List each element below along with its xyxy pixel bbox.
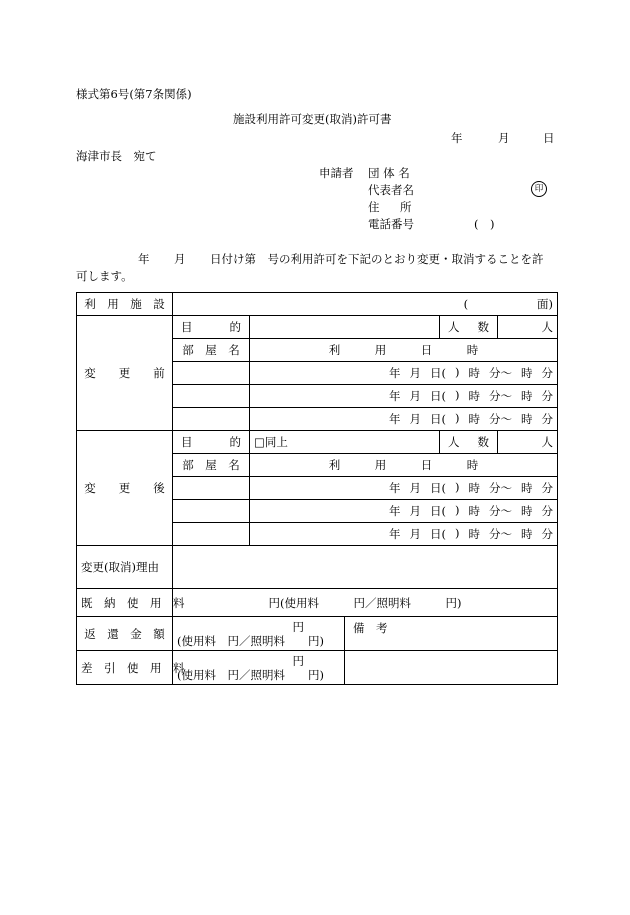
before-purpose-label: 目 的: [173, 316, 250, 339]
remarks-label: 備 考: [353, 621, 388, 635]
group-name-label: 団 体 名: [368, 166, 410, 180]
before-datetime-field[interactable]: 年 月 日( ) 時 分〜 時 分: [250, 408, 558, 431]
after-room-field[interactable]: [173, 500, 250, 523]
after-usage-datetime-label: 利 用 日 時: [250, 454, 558, 477]
form-number: 様式第6号(第7条関係): [76, 87, 192, 101]
before-datetime-field[interactable]: 年 月 日( ) 時 分〜 時 分: [250, 385, 558, 408]
permit-form-table: [76, 292, 558, 685]
applicant-label: 申請者: [319, 166, 354, 180]
seal-icon: 印: [531, 181, 547, 197]
after-people-field[interactable]: 人: [498, 431, 558, 454]
date-month-label: 月: [498, 131, 510, 145]
body-line1-rest: 日付け第 号の利用許可を下記のとおり変更・取消することを許: [210, 252, 544, 266]
representative-label: 代表者名: [368, 183, 414, 197]
balance-label: 差 引 使 用 料: [77, 651, 173, 685]
facility-row: [77, 293, 558, 316]
refund-detail: (使用料 円／照明料 円): [177, 633, 324, 648]
remarks-field[interactable]: [345, 617, 558, 651]
balance-yen: 円: [292, 653, 304, 668]
facility-label: 利 用 施 設: [77, 293, 173, 316]
body-year: 年: [138, 252, 150, 266]
before-usage-datetime-label: 利 用 日 時: [250, 339, 558, 362]
refund-label: 返 還 金 額: [77, 617, 173, 651]
reason-label: 変更(取消)理由: [77, 546, 173, 589]
after-room-label: 部 屋 名: [173, 454, 250, 477]
after-purpose-label: 目 的: [173, 431, 250, 454]
remarks-field-continued[interactable]: [345, 651, 558, 685]
phone-label: 電話番号: [368, 217, 414, 231]
after-room-field[interactable]: [173, 523, 250, 546]
body-month: 月: [174, 252, 186, 266]
address-label-2: 所: [400, 200, 412, 214]
after-change-label: 変 更 後: [77, 431, 173, 546]
after-datetime-field[interactable]: 年 月 日( ) 時 分〜 時 分: [250, 523, 558, 546]
before-room-field[interactable]: [173, 385, 250, 408]
before-datetime-field[interactable]: 年 月 日( ) 時 分〜 時 分: [250, 362, 558, 385]
after-datetime-field[interactable]: 年 月 日( ) 時 分〜 時 分: [250, 477, 558, 500]
facility-area[interactable]: ( 面): [173, 293, 558, 316]
reason-field[interactable]: [173, 546, 558, 589]
balance-field[interactable]: [173, 651, 345, 685]
before-people-field[interactable]: 人: [498, 316, 558, 339]
before-room-field[interactable]: [173, 362, 250, 385]
before-change-label: 変 更 前: [77, 316, 173, 431]
refund-field[interactable]: [173, 617, 345, 651]
date-year-label: 年: [451, 131, 463, 145]
paid-fee-field[interactable]: 円(使用料 円／照明料 円): [173, 589, 558, 617]
before-room-label: 部 屋 名: [173, 339, 250, 362]
before-room-field[interactable]: [173, 408, 250, 431]
phone-paren: ( ): [474, 217, 495, 231]
after-people-label: 人 数: [440, 431, 498, 454]
refund-yen: 円: [292, 619, 304, 634]
page-title: 施設利用許可変更(取消)許可書: [233, 112, 392, 126]
after-datetime-field[interactable]: 年 月 日( ) 時 分〜 時 分: [250, 500, 558, 523]
paid-fee-label: 既 納 使 用 料: [77, 589, 173, 617]
body-line2: 可します。: [76, 269, 133, 283]
after-purpose-field[interactable]: □同上: [250, 431, 440, 454]
addressee: 海津市長 宛て: [76, 149, 157, 163]
before-people-label: 人 数: [440, 316, 498, 339]
after-room-field[interactable]: [173, 477, 250, 500]
balance-detail: (使用料 円／照明料 円): [177, 667, 324, 682]
before-purpose-field[interactable]: [250, 316, 440, 339]
address-label-1: 住: [368, 200, 380, 214]
date-day-label: 日: [543, 131, 555, 145]
